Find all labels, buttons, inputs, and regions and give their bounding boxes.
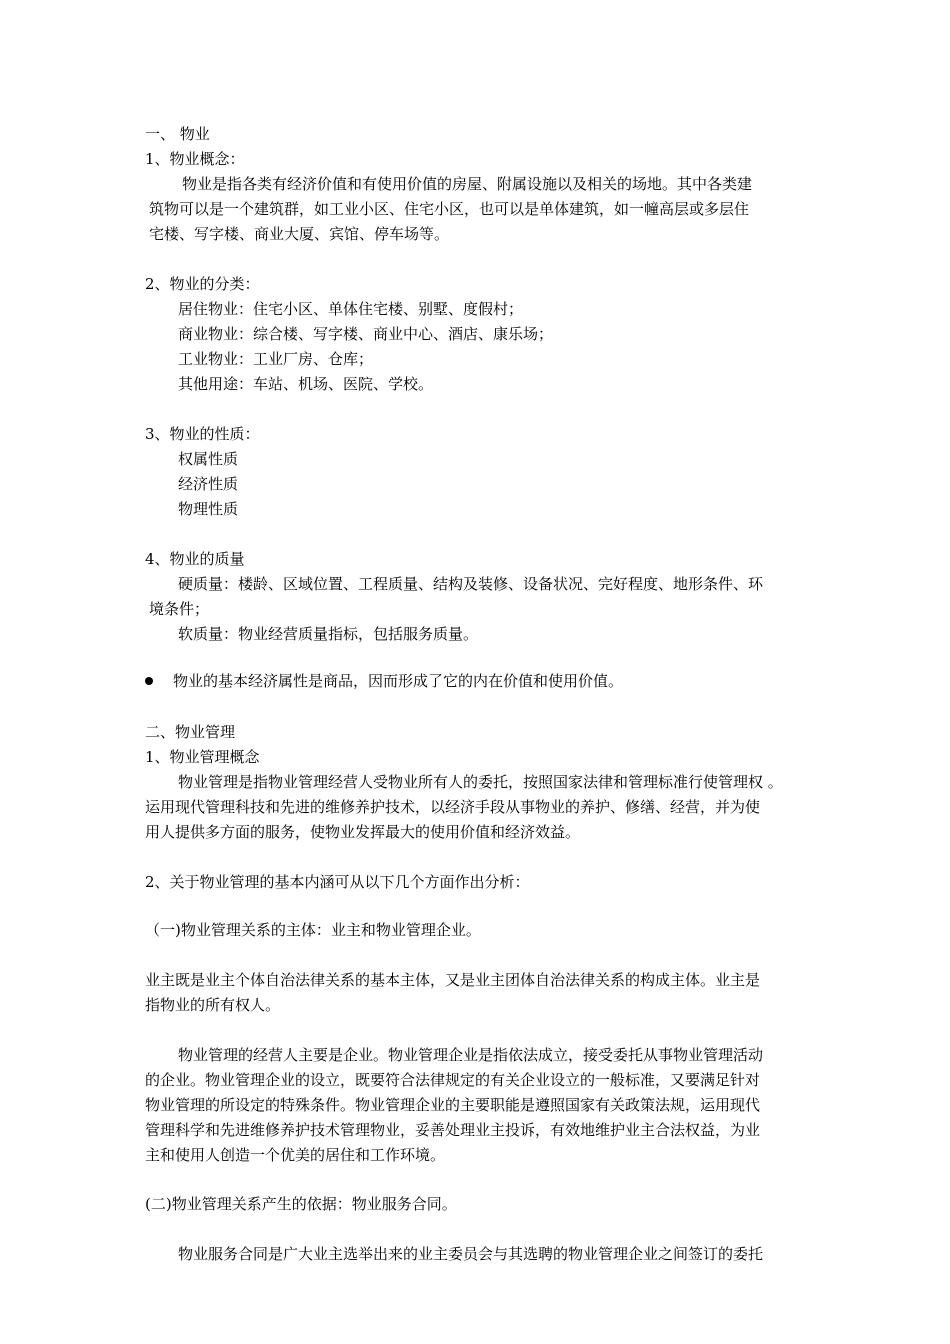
- subheading-property-nature: 3、物业的性质：: [145, 425, 260, 443]
- subheading-property-quality: 4、物业的质量: [145, 550, 245, 568]
- section-heading-property-management: 二、物业管理: [145, 723, 236, 741]
- paragraph-line: 物业是指各类有经济价值和有使用价值的房屋、附属设施以及相关的场地。其中各类建: [182, 175, 753, 193]
- sub-subheading-basis: (二)物业管理关系产生的依据：物业服务合同。: [145, 1195, 457, 1213]
- list-item: 经济性质: [178, 475, 239, 493]
- paragraph-line: 硬质量：楼龄、区域位置、工程质量、结构及装修、设备状况、完好程度、地形条件、环: [178, 575, 764, 593]
- list-item: 物理性质: [178, 500, 239, 518]
- paragraph-line: 物业管理的所设定的特殊条件。物业管理企业的主要职能是遵照国家有关政策法规，运用现代: [145, 1096, 761, 1114]
- paragraph-line: 主和使用人创造一个优美的居住和工作环境。: [145, 1146, 446, 1164]
- paragraph-line: 物业服务合同是广大业主选举出来的业主委员会与其选聘的物业管理企业之间签订的委托: [178, 1245, 764, 1263]
- paragraph-line: 筑物可以是一个建筑群，如工业小区、住宅小区，也可以是单体建筑，如一幢高层或多层住: [149, 200, 750, 218]
- bullet-text: 物业的基本经济属性是商品，因而形成了它的内在价值和使用价值。: [173, 672, 624, 690]
- paragraph-line: 用人提供多方面的服务，使物业发挥最大的使用价值和经济效益。: [145, 823, 581, 841]
- subheading-management-connotation: 2、关于物业管理的基本内涵可从以下几个方面作出分析：: [145, 873, 530, 891]
- paragraph-line: 宅楼、写字楼、商业大厦、宾馆、停车场等。: [149, 225, 450, 243]
- paragraph-line: 的企业。物业管理企业的设立，既要符合法律规定的有关企业设立的一般标准，又要满足针对: [145, 1071, 761, 1089]
- section-heading-property: 一、 物业: [145, 125, 210, 143]
- paragraph-line: 软质量：物业经营质量指标，包括服务质量。: [178, 625, 479, 643]
- list-item: 权属性质: [178, 450, 239, 468]
- paragraph-line: 物业管理是指物业管理经营人受物业所有人的委托，按照国家法律和管理标准行使管理权 。: [178, 773, 783, 791]
- paragraph-line: 物业管理的经营人主要是企业。物业管理企业是指依法成立，接受委托从事物业管理活动: [178, 1046, 764, 1064]
- list-item: 商业物业：综合楼、写字楼、商业中心、酒店、康乐场；: [178, 325, 554, 343]
- subheading-management-concept: 1、物业管理概念: [145, 748, 260, 766]
- paragraph-line: 业主既是业主个体自治法律关系的基本主体，又是业主团体自治法律关系的构成主体。业主是: [145, 971, 761, 989]
- paragraph-line: 境条件；: [149, 600, 210, 618]
- paragraph-line: 指物业的所有权人。: [145, 996, 281, 1014]
- list-item: 其他用途：车站、机场、医院、学校。: [178, 375, 434, 393]
- sub-subheading-subject: （一)物业管理关系的主体：业主和物业管理企业。: [145, 921, 481, 939]
- list-item: 工业物业：工业厂房、仓库；: [178, 350, 374, 368]
- subheading-property-classification: 2、物业的分类：: [145, 275, 260, 293]
- paragraph-line: 管理科学和先进维修养护技术管理物业，妥善处理业主投诉，有效地维护业主合法权益，为业: [145, 1121, 761, 1139]
- list-item: 居住物业：住宅小区、单体住宅楼、别墅、度假村；: [178, 300, 524, 318]
- bullet-dot-icon: [145, 677, 153, 685]
- subheading-property-concept: 1、物业概念：: [145, 150, 245, 168]
- paragraph-line: 运用现代管理科技和先进的维修养护技术，以经济手段从事物业的养护、修缮、经营，并为使: [145, 798, 761, 816]
